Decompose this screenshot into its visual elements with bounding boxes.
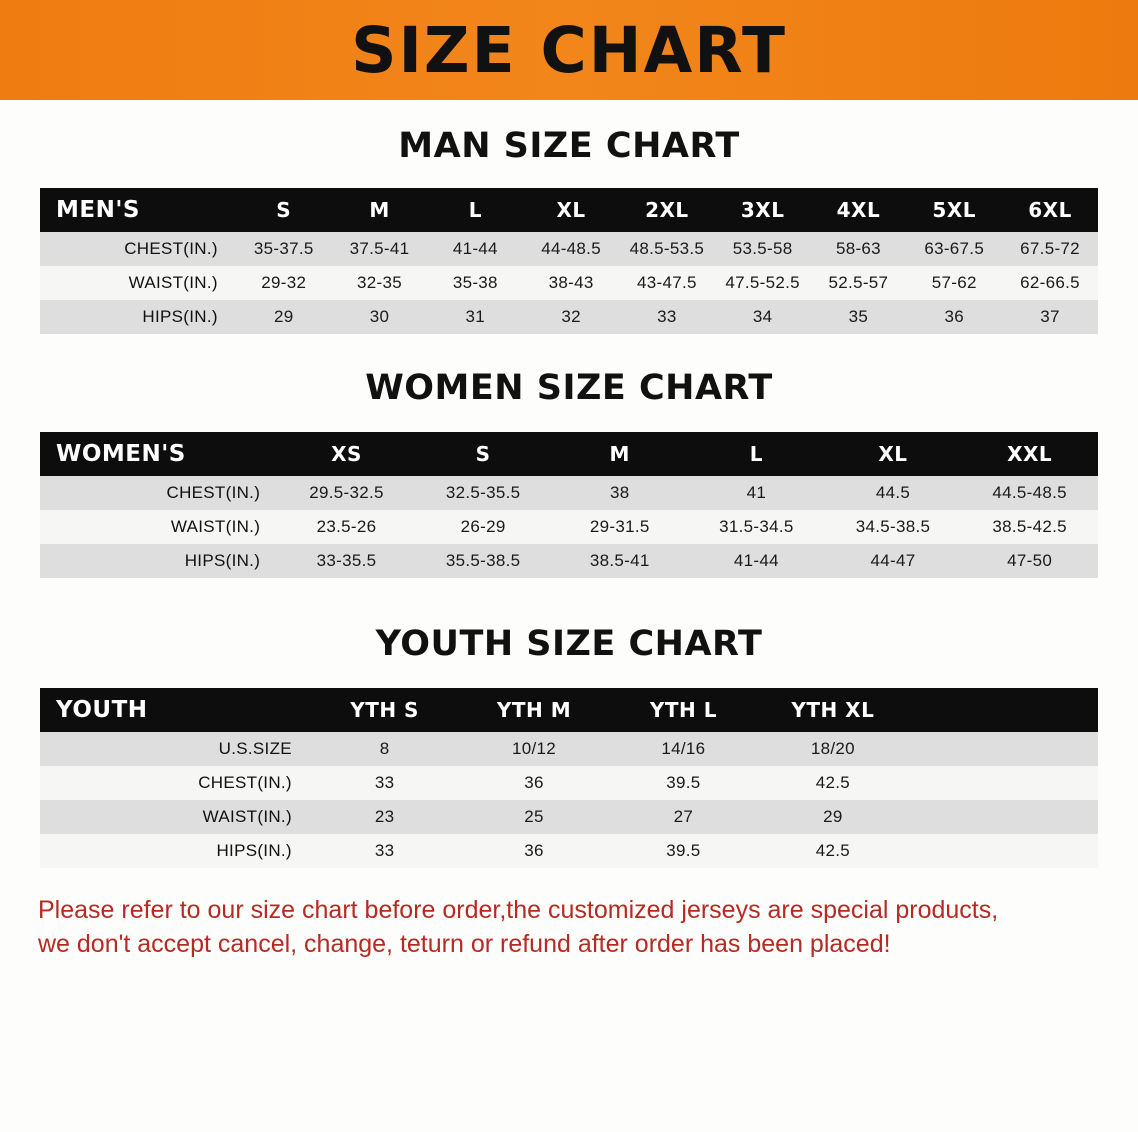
row-label-waist: WAIST(IN.) (40, 510, 278, 544)
cell: 33 (619, 300, 715, 334)
policy-note (38, 894, 1100, 962)
cell-spacer (908, 766, 1098, 800)
cell: 26-29 (415, 510, 552, 544)
header-cell-l: L (427, 188, 523, 232)
cell: 67.5-72 (1002, 232, 1098, 266)
cell: 39.5 (609, 766, 758, 800)
policy-note-line1: Please refer to our size chart before order,the customized jerseys are special products, (38, 896, 999, 924)
cell-spacer (908, 834, 1098, 868)
header-cell-l: L (688, 432, 825, 476)
man-table-wrapper (0, 188, 1138, 334)
header-cell-label: MEN'S (40, 188, 236, 232)
youth-size-table (40, 688, 1098, 868)
cell: 39.5 (609, 834, 758, 868)
row-label-waist: WAIST(IN.) (40, 800, 310, 834)
youth-section-title: YOUTH SIZE CHART (375, 624, 763, 664)
cell: 23.5-26 (278, 510, 415, 544)
cell: 10/12 (459, 732, 608, 766)
cell: 63-67.5 (906, 232, 1002, 266)
cell: 44.5 (825, 476, 962, 510)
cell: 35-38 (427, 266, 523, 300)
cell-spacer (908, 732, 1098, 766)
header-cell-spacer (908, 688, 1098, 732)
cell: 58-63 (811, 232, 907, 266)
table-row (40, 266, 1098, 300)
cell: 8 (310, 732, 459, 766)
table-row (40, 510, 1098, 544)
cell: 47.5-52.5 (715, 266, 811, 300)
cell: 38 (551, 476, 688, 510)
cell: 33-35.5 (278, 544, 415, 578)
table-row (40, 834, 1098, 868)
cell: 37.5-41 (332, 232, 428, 266)
cell: 34.5-38.5 (825, 510, 962, 544)
header-cell-xs: XS (278, 432, 415, 476)
header-cell-6xl: 6XL (1002, 188, 1098, 232)
cell: 33 (310, 766, 459, 800)
table-row (40, 544, 1098, 578)
table-row (40, 800, 1098, 834)
header-cell-m: M (332, 188, 428, 232)
cell: 35.5-38.5 (415, 544, 552, 578)
cell: 62-66.5 (1002, 266, 1098, 300)
header-cell-yth-s: YTH S (310, 688, 459, 732)
cell: 27 (609, 800, 758, 834)
cell: 35 (811, 300, 907, 334)
cell: 53.5-58 (715, 232, 811, 266)
cell: 41-44 (427, 232, 523, 266)
header-cell-xl: XL (825, 432, 962, 476)
row-label-waist: WAIST(IN.) (40, 266, 236, 300)
women-table-wrapper (0, 432, 1138, 578)
cell: 57-62 (906, 266, 1002, 300)
cell: 38.5-41 (551, 544, 688, 578)
cell: 29-32 (236, 266, 332, 300)
cell: 18/20 (758, 732, 907, 766)
cell: 30 (332, 300, 428, 334)
cell: 29-31.5 (551, 510, 688, 544)
header-cell-label: YOUTH (40, 688, 310, 732)
cell: 25 (459, 800, 608, 834)
header-cell-yth-m: YTH M (459, 688, 608, 732)
cell: 29.5-32.5 (278, 476, 415, 510)
table-row (40, 232, 1098, 266)
cell: 37 (1002, 300, 1098, 334)
man-section-title: MAN SIZE CHART (398, 126, 740, 166)
header-cell-xl: XL (523, 188, 619, 232)
table-row (40, 732, 1098, 766)
banner-title: SIZE CHART (351, 13, 787, 87)
man-size-table (40, 188, 1098, 334)
banner-header (0, 0, 1138, 100)
cell: 33 (310, 834, 459, 868)
cell: 44-48.5 (523, 232, 619, 266)
header-cell-4xl: 4XL (811, 188, 907, 232)
cell: 41 (688, 476, 825, 510)
row-label-hips: HIPS(IN.) (40, 834, 310, 868)
cell: 44.5-48.5 (961, 476, 1098, 510)
header-cell-m: M (551, 432, 688, 476)
header-cell-3xl: 3XL (715, 188, 811, 232)
cell: 14/16 (609, 732, 758, 766)
header-cell-5xl: 5XL (906, 188, 1002, 232)
table-header-row (40, 432, 1098, 476)
youth-table-wrapper (0, 688, 1138, 868)
cell: 32.5-35.5 (415, 476, 552, 510)
cell: 43-47.5 (619, 266, 715, 300)
cell: 34 (715, 300, 811, 334)
row-label-chest: CHEST(IN.) (40, 232, 236, 266)
policy-note-line2: we don't accept cancel, change, teturn or refund after order has been placed! (38, 929, 891, 958)
cell: 42.5 (758, 766, 907, 800)
cell: 29 (236, 300, 332, 334)
header-cell-s: S (415, 432, 552, 476)
cell: 31 (427, 300, 523, 334)
cell: 32-35 (332, 266, 428, 300)
cell: 38-43 (523, 266, 619, 300)
cell: 36 (906, 300, 1002, 334)
cell: 38.5-42.5 (961, 510, 1098, 544)
cell: 32 (523, 300, 619, 334)
cell: 47-50 (961, 544, 1098, 578)
header-cell-xxl: XXL (961, 432, 1098, 476)
cell: 36 (459, 834, 608, 868)
cell-spacer (908, 800, 1098, 834)
header-cell-2xl: 2XL (619, 188, 715, 232)
cell: 41-44 (688, 544, 825, 578)
header-cell-yth-xl: YTH XL (758, 688, 907, 732)
header-cell-yth-l: YTH L (609, 688, 758, 732)
row-label-hips: HIPS(IN.) (40, 544, 278, 578)
row-label-chest: CHEST(IN.) (40, 766, 310, 800)
cell: 23 (310, 800, 459, 834)
row-label-us-size: U.S.SIZE (40, 732, 310, 766)
table-header-row (40, 688, 1098, 732)
table-header-row (40, 188, 1098, 232)
table-row (40, 766, 1098, 800)
table-row (40, 300, 1098, 334)
cell: 44-47 (825, 544, 962, 578)
row-label-chest: CHEST(IN.) (40, 476, 278, 510)
cell: 42.5 (758, 834, 907, 868)
cell: 36 (459, 766, 608, 800)
row-label-hips: HIPS(IN.) (40, 300, 236, 334)
cell: 48.5-53.5 (619, 232, 715, 266)
header-cell-s: S (236, 188, 332, 232)
women-section-title: WOMEN SIZE CHART (365, 368, 773, 408)
cell: 35-37.5 (236, 232, 332, 266)
cell: 29 (758, 800, 907, 834)
header-cell-label: WOMEN'S (40, 432, 278, 476)
women-size-table (40, 432, 1098, 578)
table-row (40, 476, 1098, 510)
cell: 52.5-57 (811, 266, 907, 300)
cell: 31.5-34.5 (688, 510, 825, 544)
